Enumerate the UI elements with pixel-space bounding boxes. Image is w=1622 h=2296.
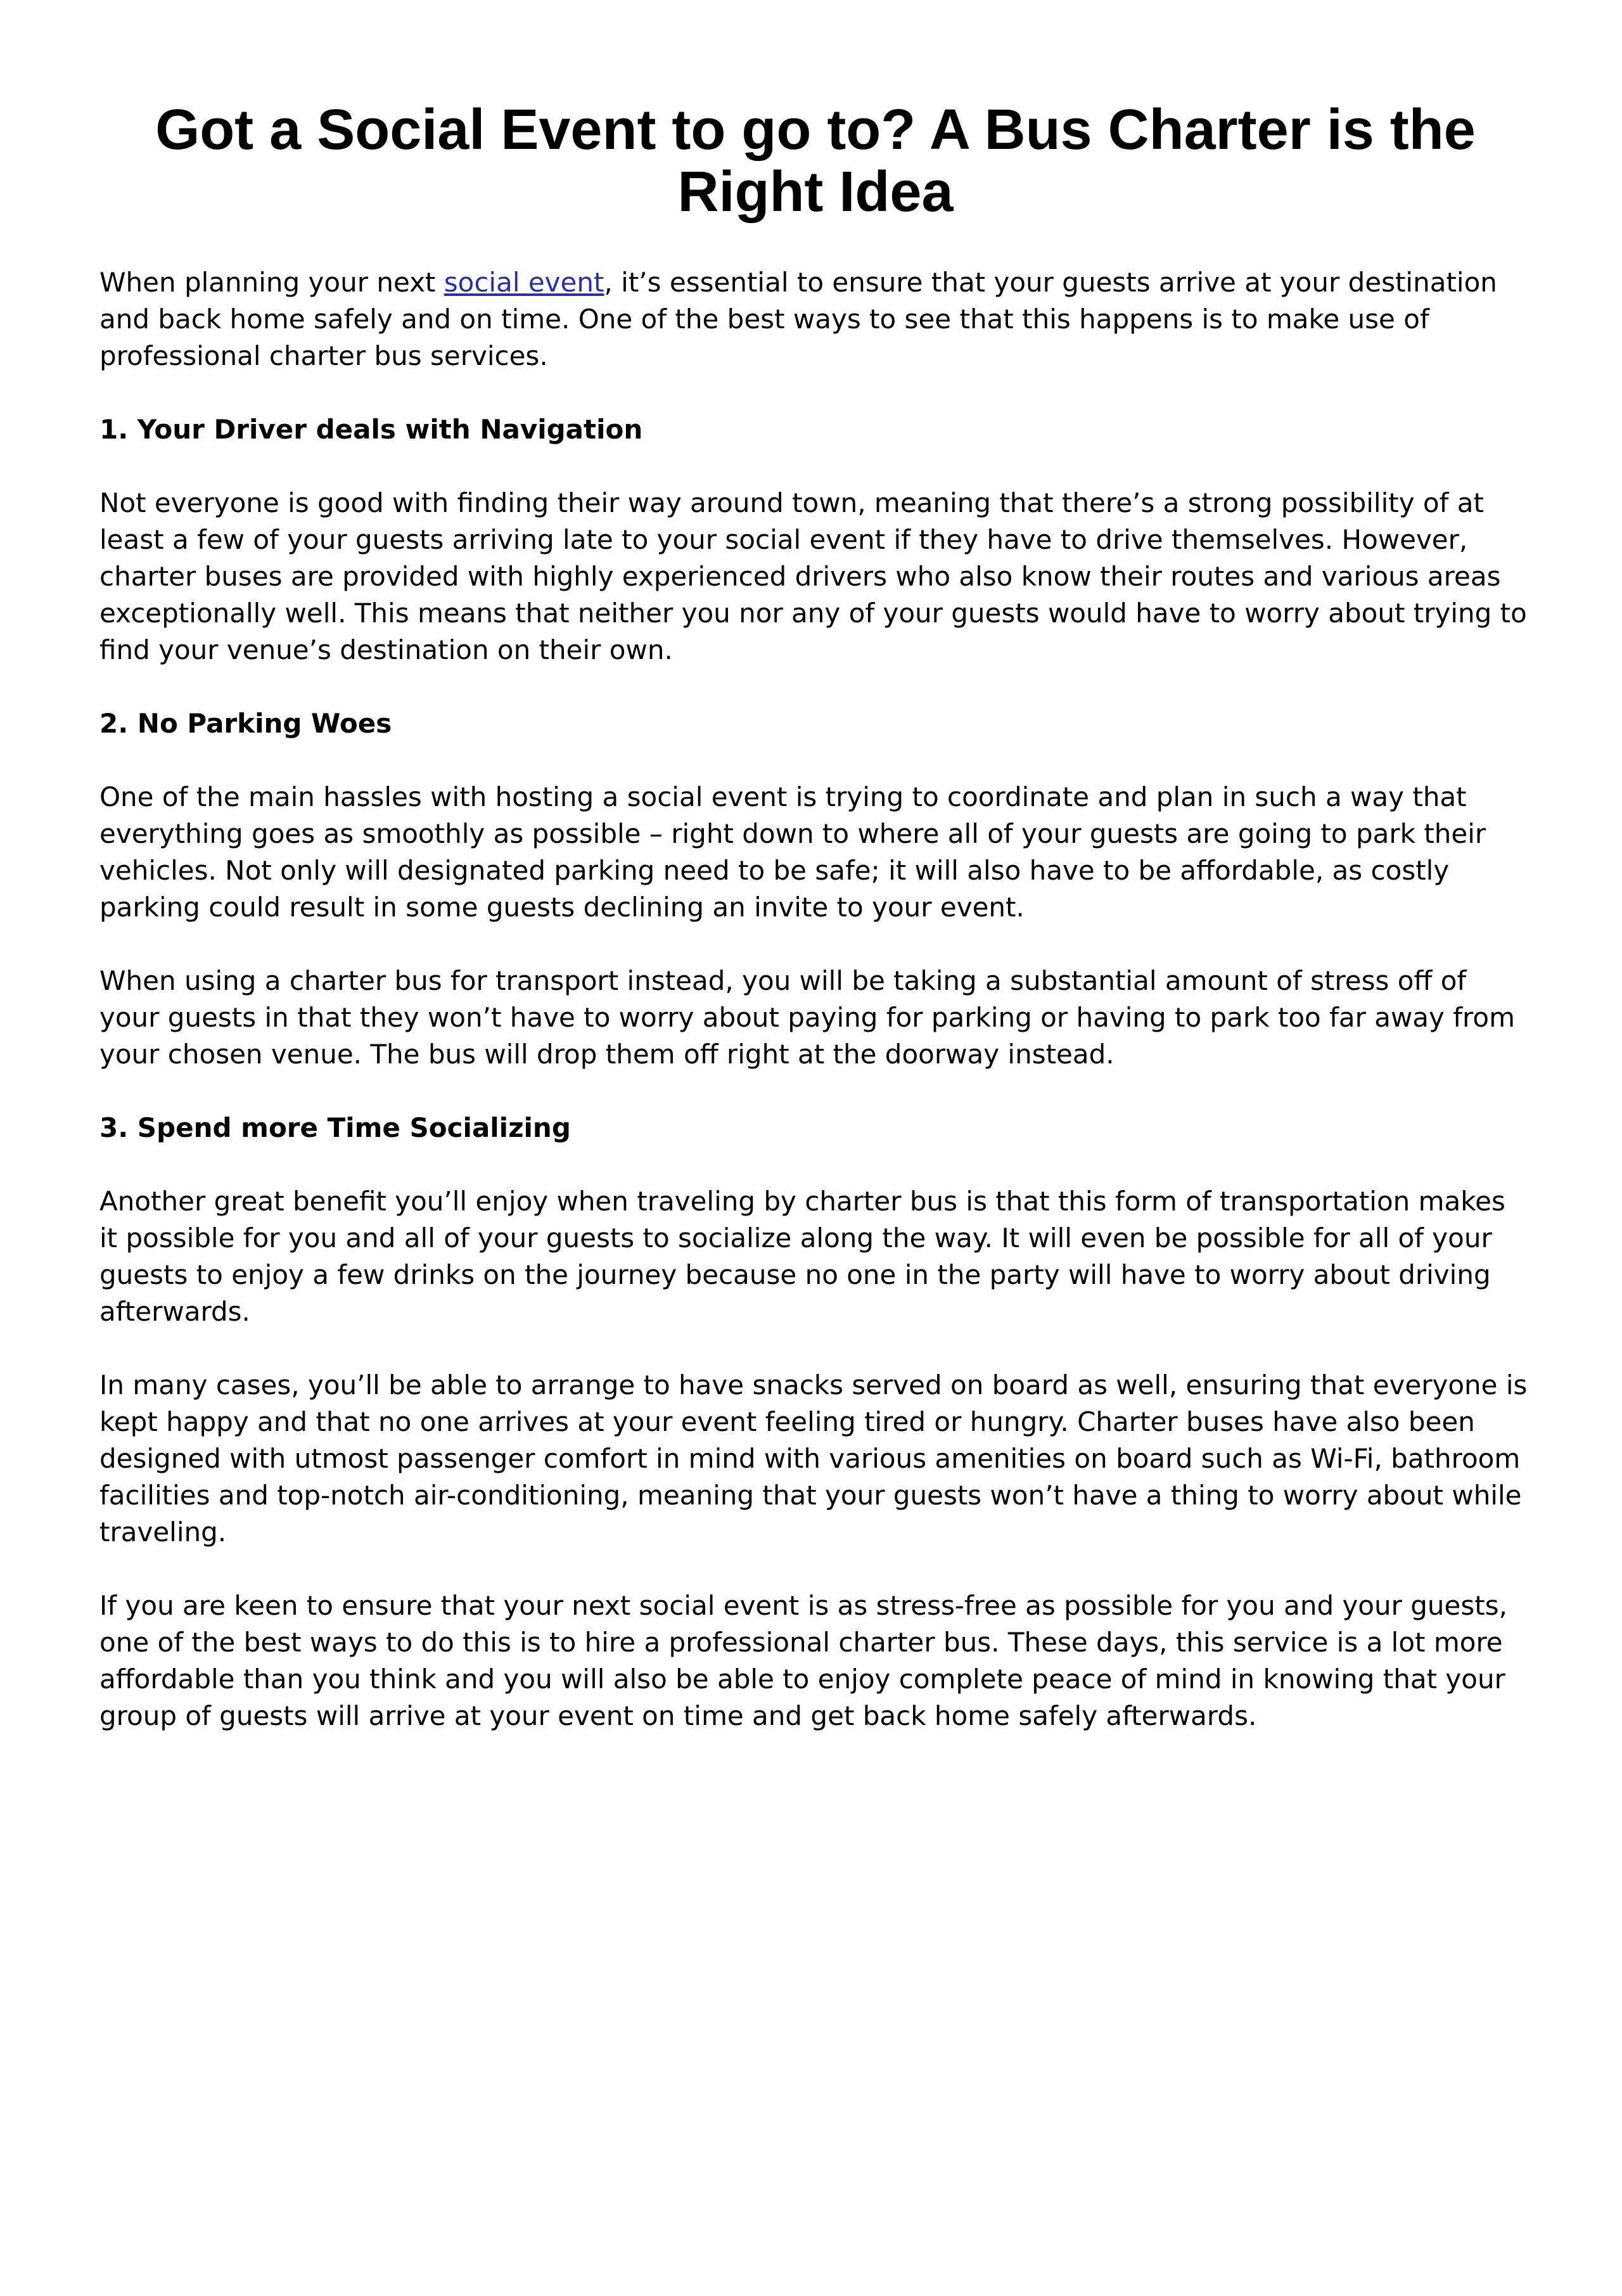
section-heading-parking: 2. No Parking Woes — [99, 708, 392, 739]
intro-text-after-link: , it’s essential to ensure that your guests arrive at your destination and back home safely and on time. One of the best ways to see that this happens is to make use of professional charter bus services. — [99, 267, 1497, 371]
section-paragraph: When using a charter bus for transport instead, you will be taking a substantial amount of stress off of your guests in that they won’t have to worry about paying for parking or having to park too far away from your chosen venue. The bus will drop them off right at the doorway instead. — [99, 965, 1515, 1070]
section-paragraph: In many cases, you’ll be able to arrange to have snacks served on board as well, ensuring that everyone is kept happy and that no one arrives at your event feeling tired or hungry. Charter buses have also been designed with utmost passenger comfort in mind with various amenities on board such as Wi-Fi, bathroom facilities and top-notch air-conditioning, meaning that your guests won’t have a thing to worry about while traveling. — [99, 1369, 1528, 1548]
section-paragraph: Another great benefit you’ll enjoy when traveling by charter bus is that this form of transportation makes it possible for you and all of your guests to socialize along the way. It will even be possible for all of your guests to enjoy a few drinks on the journey because no one in the party will have to worry about driving afterwards. — [99, 1186, 1505, 1327]
document-page — [99, 0, 1531, 1735]
social-event-link[interactable]: social event — [444, 267, 604, 298]
conclusion-paragraph: If you are keen to ensure that your next social event is as stress-free as possible for you and your guests, one of the best ways to do this is to hire a professional charter bus. These days, this service is a lot more affordable than you think and you will also be able to enjoy complete peace of mind in knowing that your group of guests will arrive at your event on time and get back home safely afterwards. — [99, 1590, 1507, 1731]
page-title: Got a Social Event to go to? A Bus Charter is the Right Idea — [155, 98, 1476, 224]
intro-paragraph — [99, 264, 1531, 375]
section-heading-socializing: 3. Spend more Time Socializing — [99, 1112, 571, 1143]
section-paragraph: One of the main hassles with hosting a social event is trying to coordinate and plan in such a way that everything goes as smoothly as possible – right down to where all of your guests are going to park their vehicles. Not only will designated parking need to be safe; it will also have to be affordable, as costly parking could result in some guests declining an invite to your event. — [99, 781, 1486, 923]
intro-text-before-link: When planning your next — [99, 267, 444, 298]
section-heading-navigation: 1. Your Driver deals with Navigation — [99, 414, 643, 445]
section-paragraph: Not everyone is good with finding their way around town, meaning that there’s a strong possibility of at least a few of your guests arriving late to your social event if they have to drive themselves. However, charter buses are provided with highly experienced drivers who also know their routes and various areas exceptionally well. This means that neither you nor any of your guests would have to worry about trying to find your venue’s destination on their own. — [99, 487, 1527, 665]
